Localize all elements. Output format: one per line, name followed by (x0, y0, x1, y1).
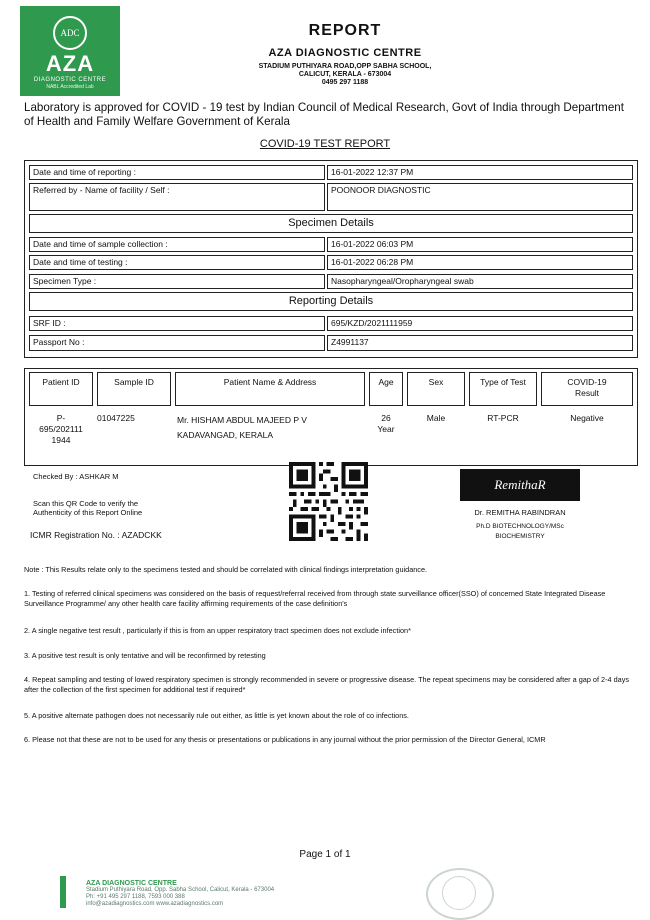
doctor-name: Dr. REMITHA RABINDRAN (474, 508, 566, 517)
specimen-type-value: Nasopharyngeal/Oropharyngeal swab (327, 274, 633, 289)
patient-address: KADAVANGAD, KERALA (177, 430, 274, 440)
passport-value: Z4991137 (327, 335, 633, 351)
age-value: 26 (381, 413, 391, 423)
scan-line-1: Scan this QR Code to verify the (33, 499, 139, 508)
result-cell: Negative (570, 413, 604, 423)
specimen-info-table (24, 160, 638, 358)
footer-address: Stadium Puthiyara Road, Opp. Sabha School, Calicut, Kerala - 673004 (86, 887, 275, 893)
collection-date-label: Date and time of sample collection : (29, 237, 325, 252)
note-2: 2. A single negative test result , particularly if this is from an upper respiratory tract specimen does not exclude infection* (24, 626, 411, 635)
phone-number: 0495 297 1188 (321, 79, 369, 86)
passport-label: Passport No : (29, 335, 325, 351)
col-patient-id: Patient ID (29, 372, 93, 406)
note-3: 3. A positive test result is only tentative and will be reconfirmed by retesting (24, 651, 266, 660)
patient-name-cell (177, 413, 367, 443)
centre-address (190, 63, 500, 87)
patient-name: Mr. HISHAM ABDUL MAJEED P V (177, 415, 307, 425)
checked-by: Checked By : ASHKAR M (33, 472, 119, 481)
testing-date-value: 16-01-2022 06:28 PM (327, 255, 633, 270)
patient-result-table (24, 368, 638, 466)
doctor-qualification: Ph.D BIOTECHNOLOGY/MSc (476, 523, 564, 530)
icmr-registration: ICMR Registration No. : AZADCKK (30, 530, 162, 540)
footer-phone: Ph: +91 495 297 1188, 7593 000 388 (86, 894, 185, 900)
testing-date-label: Date and time of testing : (29, 255, 325, 270)
referred-by-value: POONOOR DIAGNOSTIC (327, 183, 633, 211)
logo-name: AZA (45, 51, 95, 76)
col-test-type: Type of Test (469, 372, 537, 406)
srf-id-label: SRF ID : (29, 316, 325, 331)
approval-statement: Laboratory is approved for COVID - 19 test by Indian Council of Medical Research, Govt of India through Department of Health and Family Welfare Government of Kerala (24, 101, 624, 128)
note-4: 4. Repeat sampling and testing of lowed respiratory specimen is strongly recommended in severe or progressive disease. The repeat specimens may be considered after a gap of 2-4 days after the collection of the first specimen for additional test if required* (24, 675, 630, 694)
centre-name: AZA DIAGNOSTIC CENTRE (268, 47, 422, 59)
specimen-details-header: Specimen Details (29, 214, 633, 233)
logo-tagline: NABL Accredited Lab (46, 84, 94, 90)
col-covid-result (541, 372, 633, 406)
note-1: 1. Testing of referred clinical specimens was considered on the basis of request/referral received from through state surveillance officer(SSO) of concerned State Integrated Disease Surveillance Programme/ any other health care facility affirming requirements of the case definition's (24, 589, 606, 608)
covid-report-title (0, 138, 650, 150)
specimen-type-label: Specimen Type : (29, 274, 325, 289)
address-line-2: CALICUT, KERALA - 673004 (298, 71, 392, 78)
lab-stamp-inner (442, 876, 476, 910)
referred-by-label: Referred by - Name of facility / Self : (29, 183, 325, 211)
doctor-block (430, 508, 610, 542)
scan-line-2: Authenticity of this Report Online (33, 508, 143, 517)
srf-id-value: 695/KZD/2021111959 (327, 316, 633, 331)
note-6: 6. Please not that these are not to be used for any thesis or presentations or publications in any journal without the prior permission of the Director General, ICMR (24, 735, 546, 744)
reporting-date-label: Date and time of reporting : (29, 165, 325, 180)
page-number: Page 1 of 1 (299, 849, 351, 860)
logo-emblem: ADC (53, 16, 87, 50)
doctor-signature: RemithaR (460, 469, 580, 501)
patient-id-line-1: P- (56, 413, 66, 423)
report-heading: REPORT (308, 22, 382, 39)
sex-cell: Male (426, 413, 446, 423)
col-age: Age (369, 372, 403, 406)
test-type-cell: RT-PCR (487, 413, 519, 423)
col-result-label: Result (574, 388, 600, 398)
col-sex: Sex (407, 372, 465, 406)
col-sample-id: Sample ID (97, 372, 171, 406)
footer-contact (86, 880, 274, 908)
note-intro: Note : This Results relate only to the specimens tested and should be correlated with clinical findings interpretation guidance. (24, 565, 428, 574)
footer-centre-name: AZA DIAGNOSTIC CENTRE (86, 880, 177, 887)
age-unit: Year (377, 424, 395, 434)
covid-report-title-text: COVID-19 TEST REPORT (259, 138, 391, 150)
logo-subtitle: DIAGNOSTIC CENTRE (33, 77, 107, 83)
patient-id-cell (29, 413, 93, 446)
reporting-details-header: Reporting Details (29, 292, 633, 311)
footer (24, 868, 636, 916)
age-cell (369, 413, 403, 435)
patient-id-line-3: 1944 (51, 435, 71, 445)
footer-green-bar (60, 876, 66, 908)
doctor-qualification-2: BIOCHEMISTRY (495, 533, 545, 540)
col-name-address: Patient Name & Address (175, 372, 365, 406)
footer-web: info@azadiagnostics.com www.azadiagnostics.com (86, 901, 224, 907)
reporting-date-value: 16-01-2022 12:37 PM (327, 165, 633, 180)
scan-instructions (33, 499, 142, 517)
sample-id-cell: 01047225 (97, 413, 135, 423)
patient-id-line-2: 695/202111 (39, 424, 83, 434)
qr-code (289, 462, 368, 541)
address-line-1: STADIUM PUTHIYARA ROAD,OPP SABHA SCHOOL, (258, 63, 432, 70)
collection-date-value: 16-01-2022 06:03 PM (327, 237, 633, 252)
note-5: 5. A positive alternate pathogen does not necessarily rule out either, as little is yet known about the role of co infections. (24, 711, 409, 720)
col-covid-label: COVID-19 (567, 377, 607, 387)
aza-logo (20, 6, 120, 96)
